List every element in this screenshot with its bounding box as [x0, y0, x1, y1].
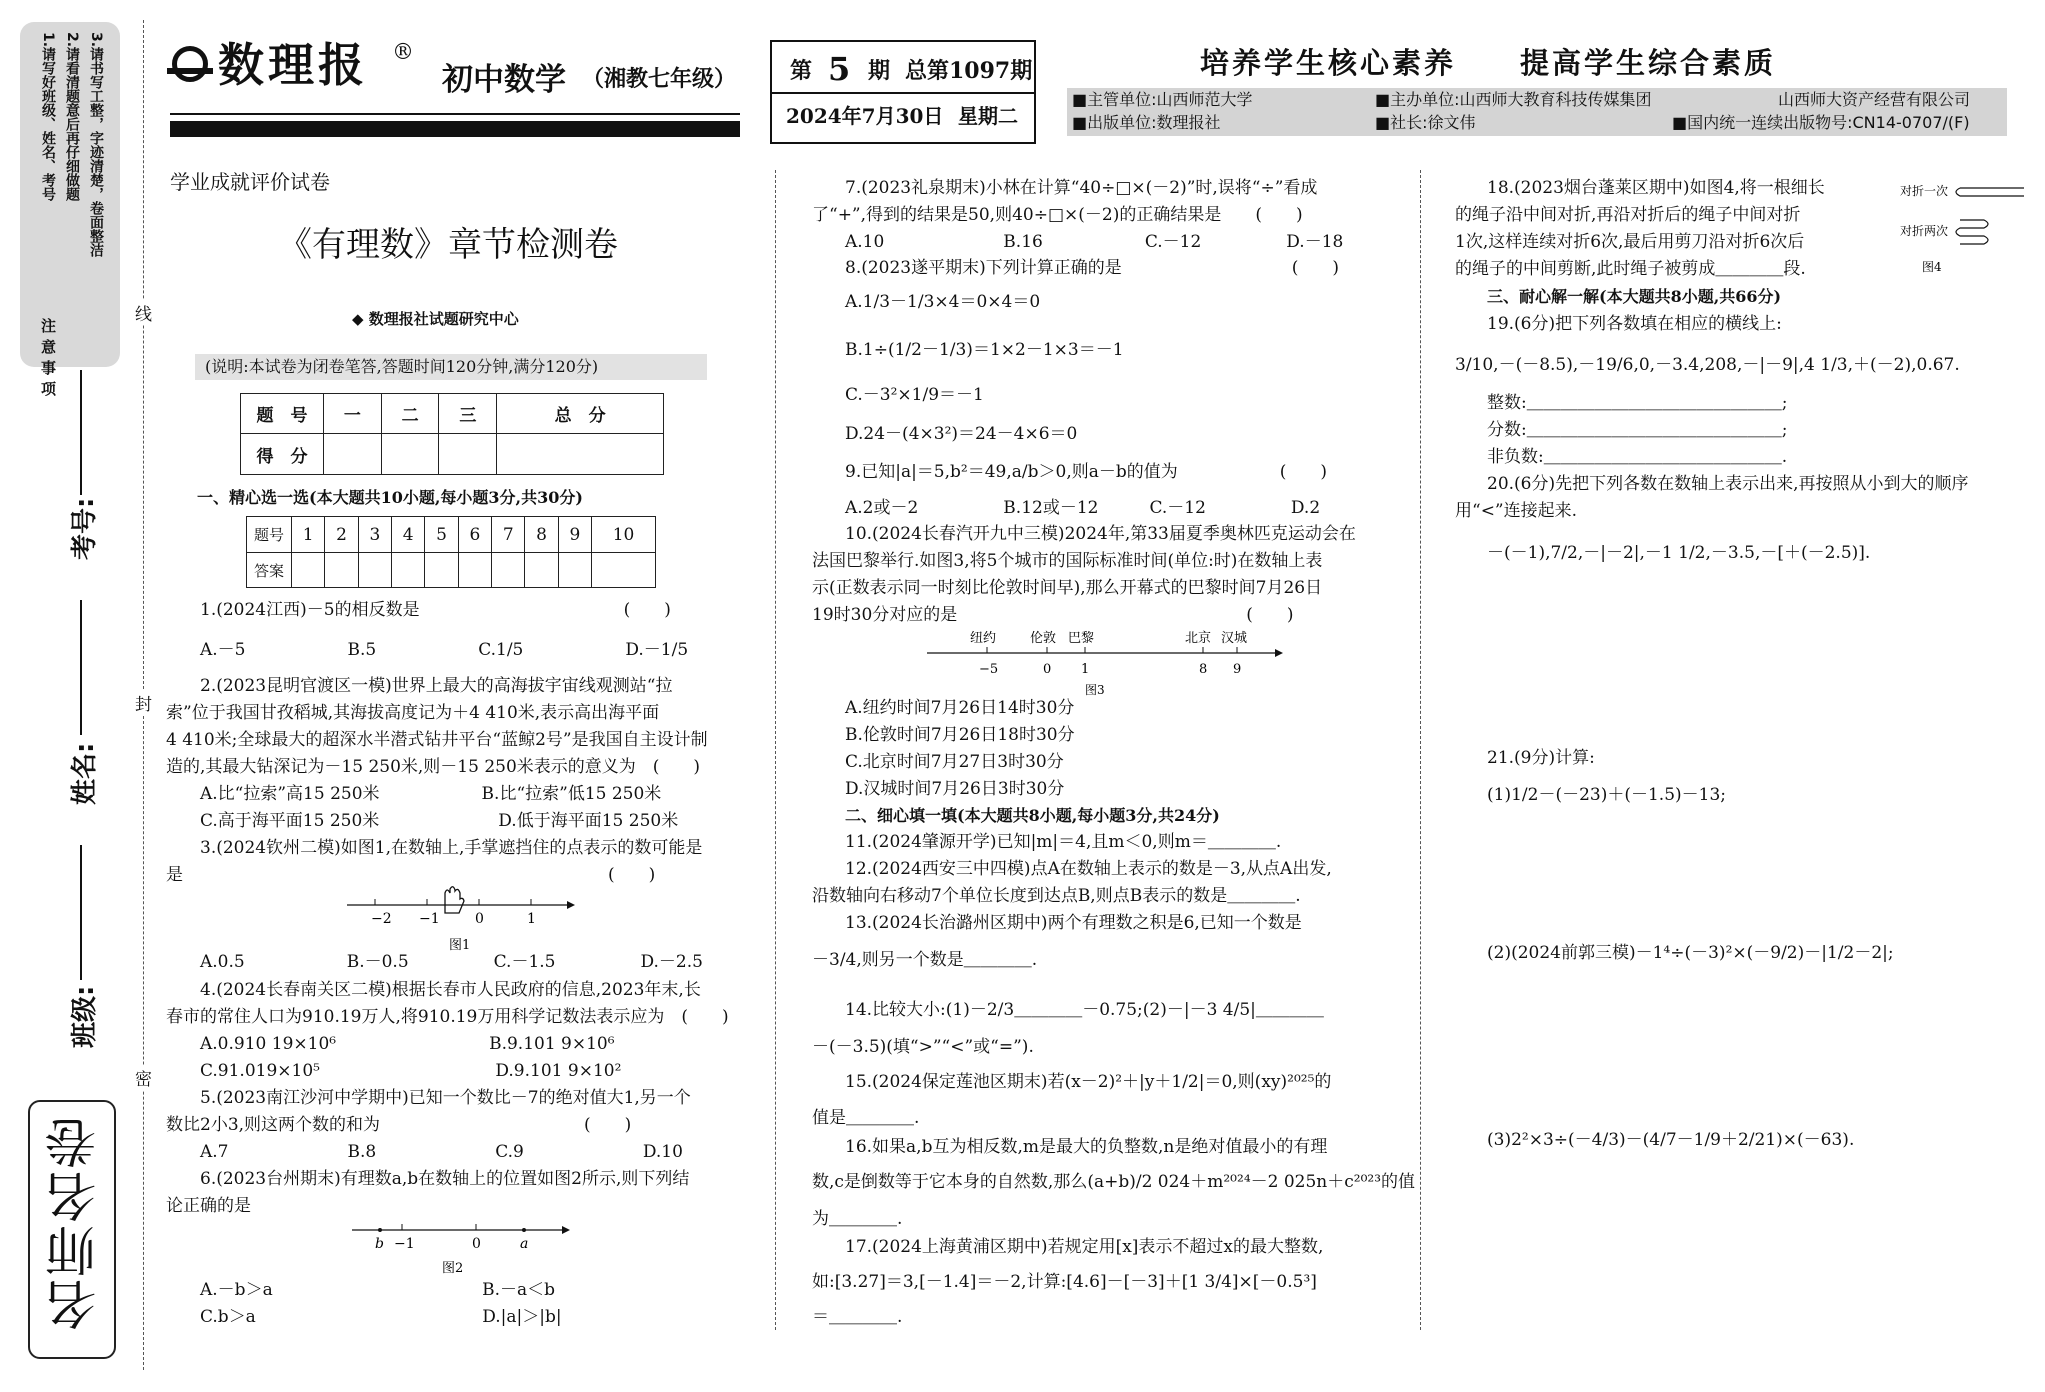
q18-line2: 的绳子沿中间对折,再沿对折后的绳子中间对折	[1455, 205, 1801, 225]
q10-option-b: B.伦敦时间7月26日18时30分	[845, 725, 1075, 745]
column-divider-2	[1420, 170, 1421, 1330]
section-1-heading: 一、精心选一选(本大题共10小题,每小题3分,共30分)	[197, 488, 583, 507]
answer-cell[interactable]	[492, 553, 525, 588]
answer-num: 7	[492, 517, 525, 553]
name-label: 姓名:	[70, 742, 100, 805]
fig1-tick: −2	[371, 911, 392, 927]
q4-line2: 春市的常住人口为910.19万人,将910.19万用科学记数法表示应为 ( )	[166, 1007, 729, 1027]
q17-line3: ＝＿＿＿＿.	[812, 1307, 903, 1327]
issue-weekday: 星期二	[958, 104, 1018, 128]
score-head-3: 三	[439, 394, 497, 434]
q17-line2: 如:[3.27]＝3,[－1.4]＝－2,计算:[4.6]－[－3]＋[1 3/4]×[－0.5³]	[812, 1272, 1317, 1292]
paper-kicker: 学业成就评价试卷	[170, 170, 330, 194]
masthead-rule-thin	[170, 113, 740, 115]
masthead-slogan: 培养学生核心素养 提高学生综合素质	[1200, 46, 1777, 80]
seal-mi-char: 密	[135, 1065, 152, 1090]
seal-feng-char: 封	[135, 690, 152, 715]
fig3-city: 北京	[1185, 631, 1212, 646]
column-divider-1	[775, 170, 776, 1330]
q6-options-cd: C.b＞a D.|a|＞|b|	[200, 1307, 562, 1327]
q2-line3: 4 410米;全球最大的超深水半潜式钻井平台“蓝鲸2号”是我国自主设计制	[166, 730, 708, 750]
score-head-label: 题 号	[241, 394, 324, 434]
class-field[interactable]	[80, 845, 82, 980]
q2-options-cd: C.高于海平面15 250米 D.低于海平面15 250米	[200, 811, 679, 831]
info-serial: ■国内统一连续出版物号:CN14-0707/(F)	[1672, 113, 1970, 132]
q19-fractions[interactable]: 分数:＿＿＿＿＿＿＿＿＿＿＿＿＿＿＿;	[1487, 420, 1788, 440]
answer-cell[interactable]	[592, 553, 656, 588]
info-publisher: ■出版单位:数理报社	[1072, 113, 1221, 132]
q2-options-ab: A.比“拉索”高15 250米 B.比“拉索”低15 250米	[200, 784, 662, 804]
fig2-label: −1	[394, 1236, 415, 1252]
logo-mark	[172, 46, 208, 82]
seal-line-char: 线	[135, 300, 152, 325]
answer-cell[interactable]	[325, 553, 358, 588]
fig2-caption: 图2	[442, 1261, 464, 1276]
q7-options: A.10 B.16 C.－12 D.－18	[845, 232, 1344, 252]
q4-options-ab: A.0.910 19×10⁶ B.9.101 9×10⁶	[200, 1034, 615, 1054]
q8-option-c: C.－3²×1/9＝－1	[845, 385, 984, 405]
fig1-caption: 图1	[449, 938, 471, 953]
issue-total: 总第1097期	[905, 58, 1033, 84]
masthead-subject: 初中数学	[442, 62, 566, 98]
q19-nonnegative[interactable]: 非负数:＿＿＿＿＿＿＿＿＿＿＿＿＿＿.	[1487, 447, 1788, 467]
q11: 11.(2024肇源开学)已知|m|＝4,且m＜0,则m＝＿＿＿＿.	[845, 832, 1282, 852]
issue-number: 5	[828, 50, 851, 88]
fig1-tick: 0	[475, 911, 484, 927]
score-head-1: 一	[324, 394, 382, 434]
q8-option-d: D.24－(4×3²)＝24－4×6＝0	[845, 424, 1078, 444]
q16-line1: 16.如果a,b互为相反数,m是最大的负整数,n是绝对值最小的有理	[845, 1137, 1328, 1157]
q10-option-c: C.北京时间7月27日3时30分	[845, 752, 1064, 772]
q10-line2: 法国巴黎举行.如图3,将5个城市的国际标准时间(单位:时)在数轴上表	[812, 551, 1323, 571]
q21-stem: 21.(9分)计算:	[1487, 748, 1595, 768]
answer-num: 1	[292, 517, 325, 553]
answer-cell[interactable]	[392, 553, 425, 588]
fig3-tick: −5	[979, 662, 999, 677]
answer-cell[interactable]	[458, 553, 491, 588]
score-table	[240, 393, 664, 475]
answer-cell[interactable]	[525, 553, 558, 588]
q1-stem: 1.(2024江西)－5的相反数是 ( )	[200, 600, 671, 620]
q9-options: A.2或－2 B.12或－12 C.－12 D.2	[845, 498, 1321, 518]
answer-cell[interactable]	[358, 553, 391, 588]
paper-org: ◆ 数理报社试题研究中心	[352, 310, 519, 328]
q16-line2: 数,c是倒数等于它本身的自然数,那么(a+b)/2 024＋m²⁰²⁴－2 025n＋c²⁰²³的值	[812, 1172, 1416, 1192]
fig3-tick: 9	[1233, 662, 1242, 677]
issue-prefix: 第	[790, 58, 813, 84]
fig4-label-2: 对折两次	[1900, 224, 1949, 238]
fig4-label-1: 对折一次	[1900, 184, 1949, 198]
q18-line4: 的绳子的中间剪断,此时绳子被剪成＿＿＿＿段.	[1455, 259, 1806, 279]
issue-date: 2024年7月30日	[786, 104, 944, 128]
info-supervisor: ■主管单位:山西师范大学	[1072, 90, 1253, 109]
exam-no-field[interactable]	[80, 370, 82, 495]
fig3-tick: 0	[1043, 662, 1052, 677]
fig4-caption: 图4	[1922, 260, 1942, 274]
q21-part1: (1)1/2－(－23)＋(－1.5)－13;	[1487, 785, 1726, 805]
q5-line2: 数比2小3,则这两个数的和为 ( )	[166, 1115, 632, 1135]
fig3-city: 伦敦	[1030, 631, 1057, 646]
q18-line3: 1次,这样连续对折6次,最后用剪刀沿对折6次后	[1455, 232, 1805, 252]
q10-line3: 示(正数表示同一时刻比伦敦时间早),那么开幕式的巴黎时间7月26日	[812, 578, 1323, 598]
registered-mark: ®	[392, 40, 414, 65]
answer-row-label: 答案	[247, 553, 292, 588]
hand-icon	[445, 887, 464, 913]
q18-line1: 18.(2023烟台蓬莱区期中)如图4,将一根细长	[1487, 178, 1825, 198]
logo-mark-bar	[167, 68, 213, 74]
issue-box-divider	[772, 92, 1034, 94]
fig3-tick: 8	[1199, 662, 1208, 677]
fig3-city: 纽约	[970, 631, 997, 646]
answer-num: 4	[392, 517, 425, 553]
answer-num: 3	[358, 517, 391, 553]
q20-numbers: －(－1),7/2,－|－2|,－1 1/2,－3.5,－[＋(－2.5)].	[1487, 543, 1871, 563]
q14-line1: 14.比较大小:(1)－2/3＿＿＿＿－0.75;(2)－|－3 4/5|＿＿＿＿	[845, 1000, 1324, 1020]
exam-no-label: 考号:	[70, 497, 100, 560]
q2-line4: 造的,其最大钻深记为－15 250米,则－15 250米表示的意义为 ( )	[166, 757, 701, 777]
q21-part3: (3)2²×3÷(－4/3)－(4/7－1/9＋2/21)×(－63).	[1487, 1130, 1855, 1150]
figure-1-number-line	[345, 885, 575, 955]
answer-head-label: 题号	[247, 517, 292, 553]
notice-title: 注意事项	[39, 318, 57, 402]
figure-4-rope-folds	[1898, 178, 2030, 276]
q3-line2: 是 ( )	[166, 865, 656, 885]
section-3-heading: 三、耐心解一解(本大题共8小题,共66分)	[1487, 287, 1782, 306]
q10-line1: 10.(2024长春汽开九中三模)2024年,第33届夏季奥林匹克运动会在	[845, 524, 1356, 544]
q13-line2: －3/4,则另一个数是＿＿＿＿.	[812, 950, 1038, 970]
answer-num: 2	[325, 517, 358, 553]
figure-2-number-line	[350, 1218, 570, 1278]
answer-cell[interactable]	[292, 553, 325, 588]
score-cell[interactable]	[324, 434, 382, 475]
q3-options: A.0.5 B.－0.5 C.－1.5 D.－2.5	[200, 952, 703, 972]
answer-num: 6	[458, 517, 491, 553]
issue-suffix: 期	[868, 58, 891, 84]
fig3-city: 汉城	[1221, 631, 1248, 646]
q3-line1: 3.(2024钦州二模)如图1,在数轴上,手掌遮挡住的点表示的数可能是	[200, 838, 703, 858]
q20-line2: 用“<”连接起来.	[1455, 501, 1578, 521]
q19-integers[interactable]: 整数:＿＿＿＿＿＿＿＿＿＿＿＿＿＿＿;	[1487, 393, 1788, 413]
q16-line3: 为＿＿＿＿.	[812, 1209, 903, 1229]
q19-numbers: 3/10,－(－8.5),－19/6,0,－3.4,208,－|－9|,4 1/3,＋(－2),0.67.	[1455, 355, 1960, 375]
q21-part2: (2)(2024前郭三模)－1⁴÷(－3)²×(－9/2)－|1/2－2|;	[1487, 943, 1894, 963]
info-sponsor: ■主办单位:山西师大教育科技传媒集团	[1375, 90, 1652, 109]
masthead-logo: 数理报	[218, 38, 368, 92]
masthead-grade: （湘教七年级）	[582, 66, 737, 92]
figure-3-time-line	[925, 628, 1285, 698]
score-cell[interactable]	[439, 434, 497, 475]
q14-line2: －(－3.5)(填“>”“<”或“=”).	[812, 1037, 1034, 1057]
answer-table	[246, 516, 656, 588]
answer-cell[interactable]	[425, 553, 458, 588]
answer-num: 10	[592, 517, 656, 553]
q7-line1: 7.(2023礼泉期末)小林在计算“40÷□×(－2)”时,误将“÷”看成	[845, 178, 1318, 198]
fig3-tick: 1	[1081, 662, 1090, 677]
paper-title: 《有理数》章节检测卷	[278, 225, 618, 265]
q6-line1: 6.(2023台州期末)有理数a,b在数轴上的位置如图2所示,则下列结	[200, 1169, 690, 1189]
q10-option-d: D.汉城时间7月26日3时30分	[845, 779, 1065, 799]
fig1-tick: 1	[527, 911, 536, 927]
q8-option-a: A.1/3－1/3×4＝0×4＝0	[845, 292, 1041, 312]
score-cell[interactable]	[381, 434, 439, 475]
notice-item-3: 3.请书写工整，字迹清楚，卷面整洁	[88, 32, 104, 258]
name-field[interactable]	[80, 600, 82, 735]
q15-line1: 15.(2024保定莲池区期末)若(x－2)²＋|y＋1/2|＝0,则(xy)²⁰²⁵的	[845, 1072, 1332, 1092]
masthead-rule-thick	[170, 121, 740, 137]
fig1-tick: −1	[419, 911, 440, 927]
q19-stem: 19.(6分)把下列各数填在相应的横线上:	[1487, 314, 1782, 334]
score-row-label: 得 分	[241, 434, 324, 475]
class-label: 班级:	[70, 985, 100, 1048]
q1-options: A.－5 B.5 C.1/5 D.－1/5	[200, 640, 689, 660]
fig3-caption: 图3	[1085, 683, 1105, 697]
q12-line1: 12.(2024西安三中四模)点A在数轴上表示的数是－3,从点A出发,	[845, 859, 1332, 879]
q12-line2: 沿数轴向右移动7个单位长度到达点B,则点B表示的数是＿＿＿＿.	[812, 886, 1301, 906]
q20-line1: 20.(6分)先把下列各数在数轴上表示出来,再按照从小到大的顺序	[1487, 474, 1969, 494]
answer-num: 5	[425, 517, 458, 553]
q5-line1: 5.(2023南江沙河中学期中)已知一个数比－7的绝对值大1,另一个	[200, 1088, 691, 1108]
answer-num: 8	[525, 517, 558, 553]
answer-num: 9	[558, 517, 591, 553]
q4-line1: 4.(2024长春南关区二模)根据长春市人民政府的信息,2023年末,长	[200, 980, 701, 1000]
answer-cell[interactable]	[558, 553, 591, 588]
q8-stem: 8.(2023遂平期末)下列计算正确的是 ( )	[845, 258, 1340, 278]
q2-line2: 索”位于我国甘孜稻城,其海拔高度记为＋4 410米,表示高出海平面	[166, 703, 660, 723]
q6-line2: 论正确的是	[166, 1196, 251, 1216]
stamp-text: 名师名卷	[46, 1115, 106, 1331]
q8-option-b: B.1÷(1/2－1/3)＝1×2－1×3＝－1	[845, 340, 1124, 360]
fig2-label: 0	[472, 1236, 481, 1252]
q7-line2: 了“+”,得到的结果是50,则40÷□×(－2)的正确结果是 ( )	[812, 205, 1303, 225]
q9-stem: 9.已知|a|＝5,b²＝49,a/b＞0,则a－b的值为 ( )	[845, 462, 1328, 482]
q17-line1: 17.(2024上海黄浦区期中)若规定用[x]表示不超过x的最大整数,	[845, 1237, 1324, 1257]
fig2-label: b	[375, 1236, 384, 1252]
notice-item-2: 2.请看清题意后再仔细做题	[64, 32, 80, 202]
paper-note: (说明:本试卷为闭卷笔答,答题时间120分钟,满分120分)	[205, 357, 599, 376]
q13-line1: 13.(2024长治潞州区期中)两个有理数之积是6,已知一个数是	[845, 913, 1302, 933]
score-head-total: 总 分	[497, 394, 664, 434]
fig2-label: a	[520, 1236, 529, 1252]
q6-options-ab: A.－b＞a B.－a＜b	[200, 1280, 556, 1300]
section-2-heading: 二、细心填一填(本大题共8小题,每小题3分,共24分)	[845, 806, 1220, 825]
q5-options: A.7 B.8 C.9 D.10	[200, 1142, 683, 1162]
info-sponsor-2: 山西师大资产经营有限公司	[1778, 90, 1971, 109]
q4-options-cd: C.91.019×10⁵ D.9.101 9×10²	[200, 1061, 622, 1081]
q2-line1: 2.(2023昆明官渡区一模)世界上最大的高海拔宇宙线观测站“拉	[200, 676, 673, 696]
fig3-city: 巴黎	[1068, 631, 1095, 646]
score-cell[interactable]	[497, 434, 664, 475]
notice-item-1: 1.请写好班级、姓名、考号	[40, 32, 56, 202]
q10-option-a: A.纽约时间7月26日14时30分	[845, 698, 1075, 718]
q15-line2: 值是＿＿＿＿.	[812, 1108, 920, 1128]
q10-line4: 19时30分对应的是 ( )	[812, 605, 1294, 625]
score-head-2: 二	[381, 394, 439, 434]
info-director: ■社长:徐文伟	[1375, 113, 1476, 132]
